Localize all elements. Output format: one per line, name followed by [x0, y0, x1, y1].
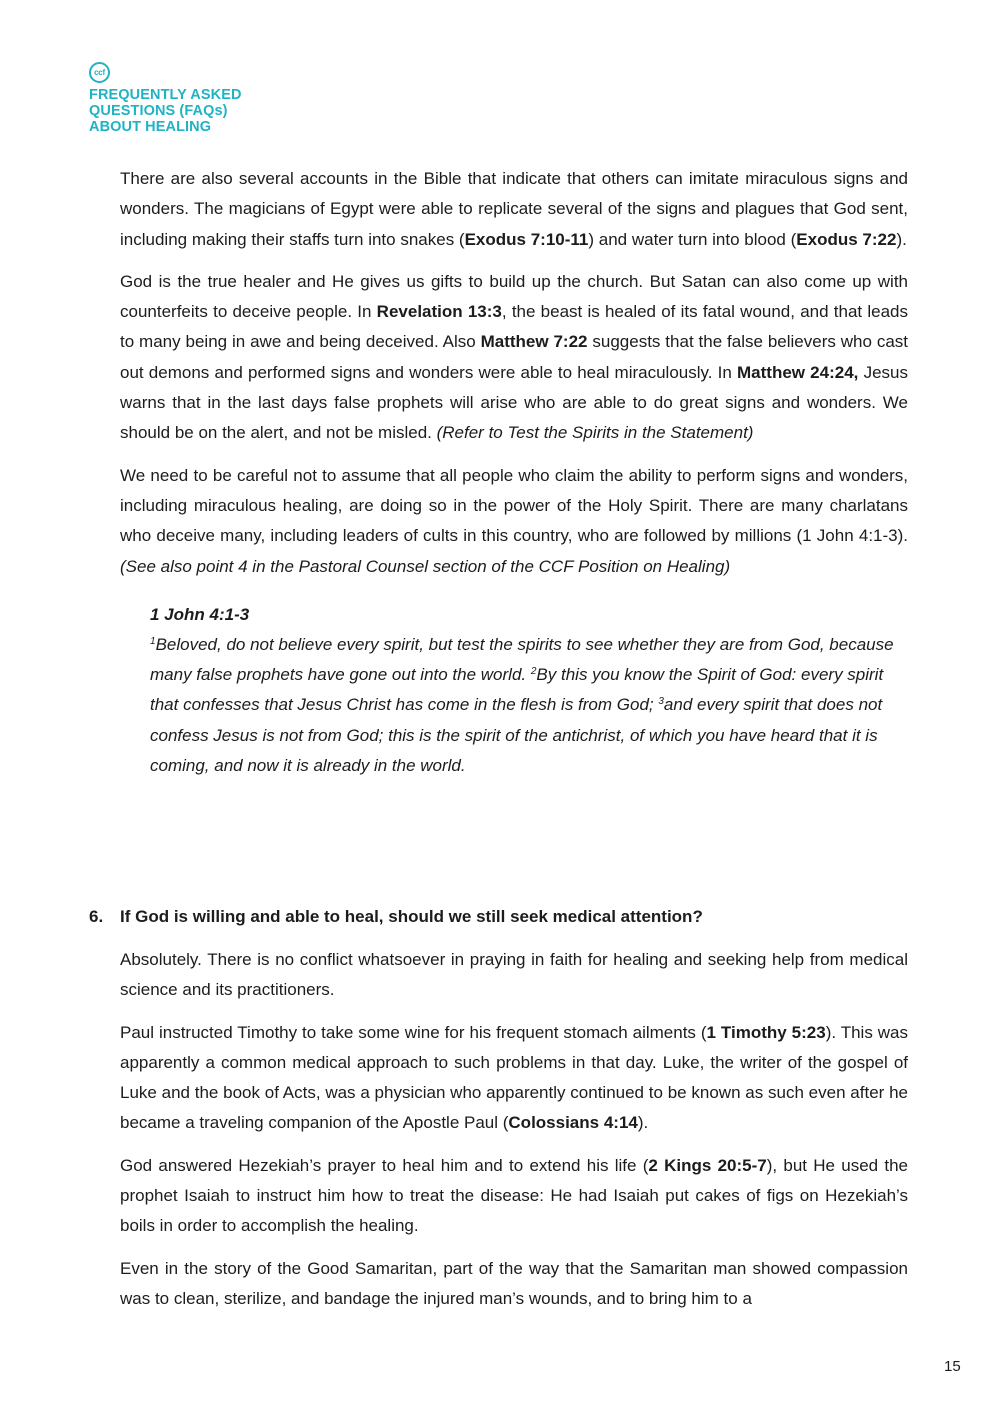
cross-reference-note: (Refer to Test the Spirits in the Statement) [436, 423, 754, 443]
text: Even in the story of the Good Samaritan, part of the way that the Samaritan man showed compassion was to clean, sterilize, and bandage the injured man’s wounds, and to bring him to a [120, 1258, 908, 1308]
scripture-ref: Colossians 4:14 [508, 1113, 638, 1133]
paragraph-charlatans [120, 461, 908, 582]
header-title [89, 87, 242, 135]
scripture-ref: Exodus 7:22 [796, 229, 897, 249]
text: Absolutely. There is no conflict whatsoever in praying in faith for healing and seeking help from medical science and its practitioners. [120, 950, 908, 1000]
document-header [89, 62, 242, 135]
content-section-1 [120, 164, 908, 781]
text: , the beast is healed of its fatal wound, and that leads to many being in awe and being deceived. Also [120, 302, 908, 352]
quote-text [150, 630, 908, 781]
text: suggests that the false believers who cast out demons and performed signs and wonders were able to heal miraculously. In [120, 332, 909, 382]
scripture-ref: Revelation 13:3 [376, 302, 502, 322]
text: Jesus warns that in the last days false prophets will arise who are able to do great signs and wonders. We should be on the alert, and not be misled. [120, 362, 908, 443]
ccf-logo [89, 62, 110, 83]
text: God is the true healer and He gives us gifts to build up the church. But Satan can also come up with counterfeits to deceive people. In [120, 271, 908, 322]
text: ), but He used the prophet Isaiah to instruct him how to treat the disease: He had Isaiah put cakes of figs on Hezekiah’s boils in order to accomplish the healing. [120, 1155, 909, 1236]
paragraph-counterfeits [120, 267, 908, 449]
scripture-ref: 2 Kings 20:5-7 [648, 1155, 767, 1175]
text: Beloved, do not believe every spirit, but test the spirits to see whether they are from God, because many false prophets have gone out into the world. [150, 634, 894, 685]
paragraph-absolutely [120, 945, 908, 1006]
verse-number: 1 [150, 635, 156, 647]
text: We need to be careful not to assume that all people who claim the ability to perform signs and wonders, including miraculous healing, are doing so in the power of the Holy Spirit. There are many charlatans who deceive many, including leaders of cults in this country, who are followed by millions (1 John 4:1-3). [120, 465, 908, 546]
page-number: 15 [944, 1358, 961, 1375]
cross-reference-note: (See also point 4 in the Pastoral Counsel section of the CCF Position on Healing) [120, 556, 731, 576]
header-title-line-1: FREQUENTLY ASKED [89, 87, 242, 103]
question-number: 6. [89, 907, 104, 926]
header-title-line-2: QUESTIONS (FAQs) [89, 103, 228, 119]
question-heading [89, 902, 909, 932]
paragraph-imitation [120, 164, 908, 255]
text: There are also several accounts in the Bible that indicate that others can imitate miraculous signs and wonders. The magicians of Egypt were able to replicate several of the signs and plagues that God sent, including making their staffs turn into snakes ( [120, 169, 908, 249]
scripture-ref: Matthew 7:22 [480, 332, 588, 352]
paragraph-timothy-luke [120, 1018, 908, 1139]
text: Paul instructed Timothy to take some wine for his frequent stomach ailments ( [120, 1022, 707, 1042]
text: ) and water turn into blood ( [588, 229, 797, 249]
scripture-ref: 1 Timothy 5:23 [706, 1022, 826, 1042]
scripture-ref: Matthew 24:24, [737, 362, 859, 382]
scripture-quote [150, 600, 908, 781]
scripture-ref: Exodus 7:10-11 [464, 229, 589, 249]
paragraph-good-samaritan [120, 1254, 908, 1315]
header-title-line-3: ABOUT HEALING [89, 119, 212, 135]
text: ). [637, 1113, 649, 1133]
content-section-2 [120, 945, 908, 1326]
quote-title: 1 John 4:1-3 [150, 604, 250, 624]
text: ). This was apparently a common medical approach to such problems in that day. Luke, the writer of the gospel of Luke and the book of Acts, was a physician who apparently continued to be known as such even after he became a traveling companion of the Apostle Paul ( [120, 1022, 909, 1133]
verse-number: 2 [530, 666, 537, 678]
text: By this you know the Spirit of God: every spirit that confesses that Jesus Christ has come in the flesh is from God; [150, 665, 884, 715]
verse-number: 3 [658, 696, 664, 708]
paragraph-hezekiah [120, 1151, 908, 1242]
text: God answered Hezekiah’s prayer to heal him and to extend his life ( [120, 1155, 649, 1175]
question-text: If God is willing and able to heal, should we still seek medical attention? [120, 907, 703, 926]
text: ). [896, 229, 907, 249]
text: and every spirit that does not confess Jesus is not from God; this is the spirit of the antichrist, of which you have heard that it is coming, and now it is already in the world. [150, 695, 883, 776]
logo-text: ccf [94, 68, 105, 77]
